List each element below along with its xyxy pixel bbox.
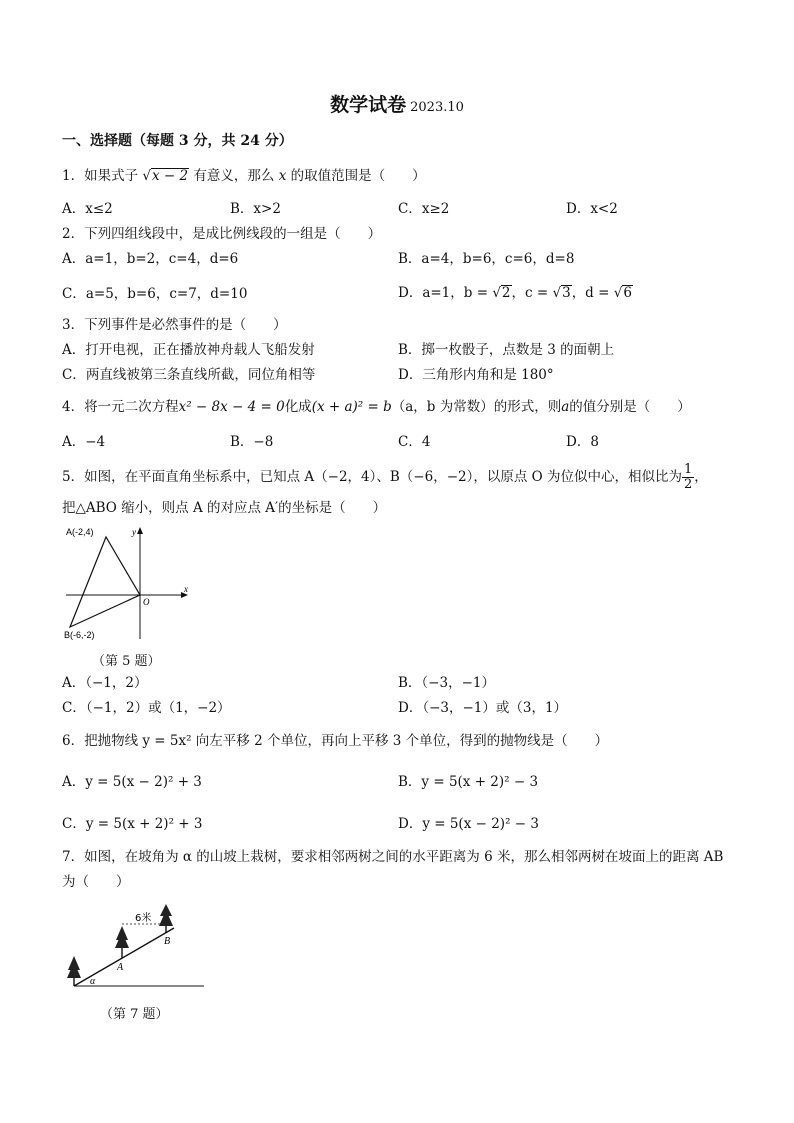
- q7-caption: （第 7 题）: [100, 1007, 169, 1022]
- q7-label-a: A: [117, 962, 124, 973]
- q7-tree-a-icon: [115, 926, 129, 958]
- q5-caption: （第 5 题）: [92, 654, 161, 669]
- q4-option-a: A．−4: [62, 434, 106, 450]
- q6-option-c: C．y = 5(x + 2)² + 3: [62, 816, 203, 832]
- q1-option-a: A．x≤2: [62, 201, 113, 217]
- q5-option-c: C．（−1，2）或（1，−2）: [62, 700, 231, 716]
- q1-option-c: C．x≥2: [398, 201, 450, 217]
- page-title: [0, 96, 794, 117]
- question-7-line1: 7．如图，在坡角为 α 的山坡上栽树，要求相邻两树之间的水平距离为 6 米，那么相邻两树在坡面上的距离 AB: [62, 849, 724, 865]
- question-7-line2: 为（ ）: [62, 874, 130, 890]
- q3-option-a: A．打开电视，正在播放神舟载人飞船发射: [62, 342, 315, 358]
- q2-d-mid2: ，d =: [571, 285, 614, 301]
- q7-figure: [62, 900, 210, 992]
- q2-option-c: C．a=5，b=6，c=7，d=10: [62, 286, 248, 302]
- q5-line1-pre: 5．如图，在平面直角坐标系中，已知点 A（−2，4）、B（−6，−2），以原点 O 为位似中心，相似比为: [62, 469, 682, 485]
- q7-tree-left-icon: [67, 956, 81, 986]
- q4-post: （a，b 为常数）的形式，则: [391, 399, 562, 415]
- q2-option-d: D．a=1，b = √2，c = √3，d = √6: [398, 285, 632, 301]
- q4-option-d: D．8: [566, 434, 599, 450]
- q5-y-arrow: [137, 527, 143, 534]
- q5-label-y: y: [132, 527, 136, 537]
- q1-stem-end: 的取值范围是（ ）: [290, 168, 426, 184]
- q5-ratio-den: 2: [684, 477, 693, 492]
- question-2-stem: 2．下列四组线段中，是成比例线段的一组是（ ）: [62, 226, 382, 242]
- section-heading: 一、选择题（每题 3 分，共 24 分）: [62, 133, 293, 149]
- q1-option-d: D．x<2: [566, 201, 618, 217]
- q5-option-b: B．（−3，−1）: [398, 675, 495, 691]
- q1-radical: √x − 2: [142, 168, 189, 184]
- q5-option-d: D．（−3，−1）或（3，1）: [398, 700, 568, 716]
- q5-label-a: A(-2,4): [66, 527, 94, 537]
- q5-option-a: A．（−1，2）: [62, 675, 148, 691]
- q3-option-d: D．三角形内角和是 180°: [398, 367, 554, 383]
- title-text: 数学试卷: [330, 94, 407, 116]
- q5-figure: [62, 523, 194, 643]
- q5-ratio-num: 1: [684, 462, 693, 477]
- question-6-stem: 6．把抛物线 y = 5x² 向左平移 2 个单位，再向上平移 3 个单位，得到的抛物线是（ ）: [62, 733, 609, 749]
- q4-end: 的值分别是（ ）: [569, 399, 691, 415]
- q4-stem-pre: 4．将一元二次方程: [62, 399, 179, 415]
- question-1-stem: [62, 167, 426, 185]
- q4-target-form: (x + a)² = b: [311, 399, 392, 415]
- q5-triangle-abo: [70, 537, 140, 627]
- q5-label-x: x: [184, 584, 188, 594]
- q1-stem-post: 有意义，那么: [193, 168, 275, 184]
- question-5-line1: [62, 463, 708, 492]
- q1-radicand: x − 2: [152, 168, 189, 184]
- q4-mid: 化成: [284, 399, 312, 415]
- q1-stem-pre: 1．如果式子: [62, 168, 139, 184]
- q2-d-pre: D．a=1，b =: [398, 285, 493, 301]
- exam-date: 2023.10: [410, 100, 464, 115]
- q7-tree-b-icon: [159, 904, 173, 933]
- q2-option-b: B．a=4，b=6，c=6，d=8: [398, 251, 575, 267]
- q4-option-c: C．4: [398, 434, 431, 450]
- q6-option-a: A．y = 5(x − 2)² + 3: [62, 774, 202, 790]
- q4-option-b: B．−8: [230, 434, 274, 450]
- q1-option-b: B．x>2: [230, 201, 281, 217]
- q4-var: a: [561, 399, 570, 415]
- q6-option-b: B．y = 5(x + 2)² − 3: [398, 774, 539, 790]
- q7-label-b: B: [164, 936, 171, 947]
- q5-label-o: O: [143, 597, 150, 607]
- question-5-line2: 把△ABO 缩小，则点 A 的对应点 A′的坐标是（ ）: [62, 500, 387, 516]
- q5-label-b: B(-6,-2): [64, 630, 95, 640]
- q2-d-mid1: ，c =: [511, 285, 553, 301]
- q2-d-root1: 2: [501, 285, 511, 301]
- q2-option-a: A．a=1，b=2，c=4，d=6: [62, 251, 239, 267]
- q3-option-c: C．两直线被第三条直线所截，同位角相等: [62, 367, 316, 383]
- q7-label-alpha: α: [90, 976, 96, 987]
- q3-option-b: B．掷一枚骰子，点数是 3 的面朝上: [398, 342, 615, 358]
- q2-d-root2: 3: [562, 285, 571, 301]
- q4-equation: x² − 8x − 4 = 0: [178, 399, 285, 415]
- q7-distance-label: 6米: [135, 913, 152, 924]
- question-4-stem: [62, 398, 691, 416]
- q6-option-d: D．y = 5(x − 2)² − 3: [398, 816, 539, 832]
- q2-d-root3: 6: [623, 285, 632, 301]
- q1-var: x: [278, 168, 287, 184]
- question-3-stem: 3．下列事件是必然事件的是（ ）: [62, 317, 287, 333]
- q5-line1-end: ，: [694, 469, 708, 485]
- q5-ratio-fraction: [682, 463, 694, 492]
